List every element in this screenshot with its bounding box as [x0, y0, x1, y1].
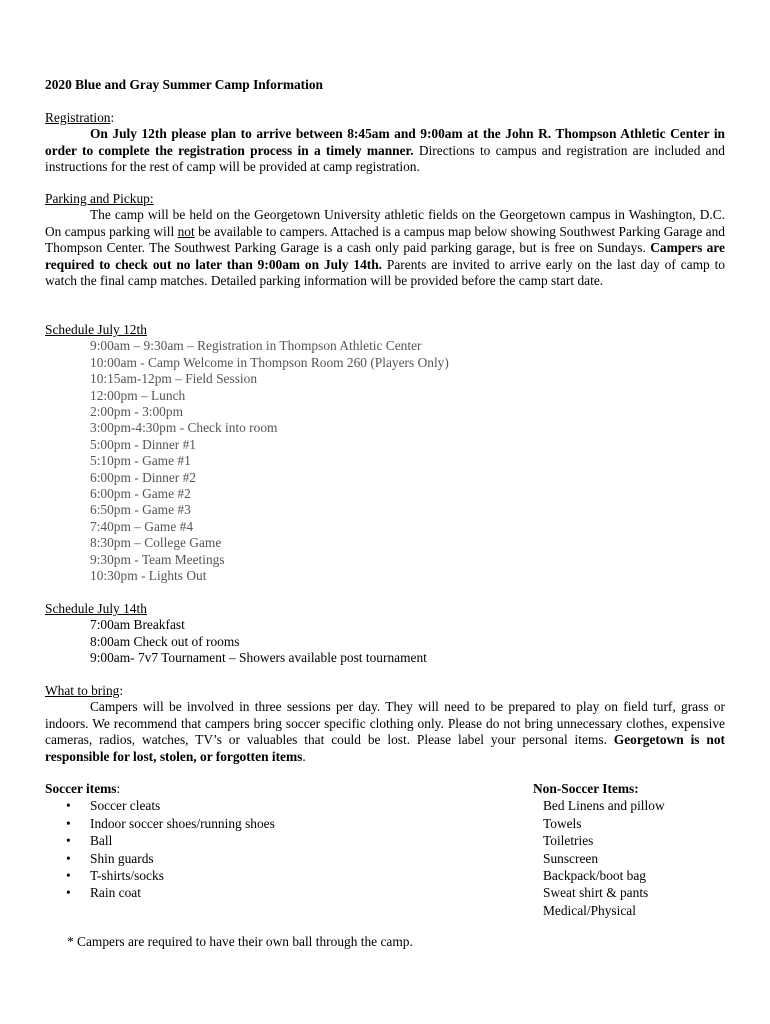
what-to-bring-text: Campers will be involved in three sessions per day. They will need to be prepared to play on field turf, grass or indoors. We recommend that campers bring soccer specific clothing only. Please do not bring unnecessary clothes, expensive cameras, radios, watches, TV’s or valuables that could be lost. Please label your personal items.: [45, 699, 725, 748]
registration-bold-text: On July 12th please plan to arrive between 8:45am and 9:00am at the John R. Thompson Athletic Center in order to complete the registration process in a timely manner.: [45, 126, 725, 158]
registration-heading-line: [45, 110, 725, 126]
what-to-bring-section: [45, 683, 725, 765]
schedule-item: 9:00am- 7v7 Tournament – Showers available post tournament: [90, 650, 427, 666]
bullet-icon: •: [66, 815, 71, 831]
list-item-label: T-shirts/socks: [90, 868, 164, 884]
list-item: [45, 832, 275, 849]
schedule-july-14-section: [45, 601, 725, 667]
schedule-item: 3:00pm-4:30pm - Check into room: [90, 420, 278, 436]
schedule-item: 5:00pm - Dinner #1: [90, 436, 196, 452]
schedule-item: 9:30pm - Team Meetings: [90, 551, 225, 567]
list-item-label: Shin guards: [90, 850, 154, 866]
parking-paragraph: [45, 207, 725, 289]
registration-text: Directions to campus and registration are included and instructions for the rest of camp will be provided at camp registration.: [45, 142, 725, 175]
schedule-item: 8:30pm – College Game: [90, 535, 222, 551]
non-soccer-items-heading: Non-Soccer Items:: [533, 781, 639, 796]
what-to-bring-heading: What to bring: [45, 683, 120, 698]
ball-note: * Campers are required to have their own ball through the camp.: [67, 934, 413, 949]
schedule-july-12-heading: Schedule July 12th: [45, 322, 147, 337]
schedule-item: 7:00am Breakfast: [90, 617, 185, 633]
list-item: [45, 850, 275, 867]
list-item: Backpack/boot bag: [543, 868, 646, 884]
what-to-bring-heading-line: [45, 683, 725, 699]
schedule-item: 6:00pm - Game #2: [90, 486, 191, 502]
what-to-bring-bold-text: Georgetown is not responsible for lost, stolen, or forgotten items: [45, 732, 725, 764]
bullet-icon: •: [66, 850, 71, 866]
non-soccer-items-list: [533, 797, 665, 919]
list-item-label: Soccer cleats: [90, 798, 161, 814]
schedule-item: 8:00am Check out of rooms: [90, 633, 240, 649]
list-item: Toiletries: [543, 833, 594, 849]
parking-underlined-word: not: [177, 223, 195, 239]
parking-bold-text: Campers are required to check out no later than 9:00am on July 14th.: [45, 240, 725, 272]
registration-colon: :: [110, 110, 115, 125]
bullet-icon: •: [66, 833, 71, 849]
list-item: Towels: [543, 815, 582, 831]
what-to-bring-paragraph: [45, 699, 725, 765]
list-item: [45, 884, 275, 901]
list-item: Medical/Physical: [543, 902, 636, 918]
list-item: Sunscreen: [543, 850, 599, 866]
what-to-bring-colon: :: [119, 683, 124, 698]
list-item: Sweat shirt & pants: [543, 885, 649, 901]
list-item-label: Indoor soccer shoes/running shoes: [90, 815, 275, 831]
bullet-icon: •: [66, 798, 71, 814]
list-item: [45, 867, 275, 884]
schedule-item: 9:00am – 9:30am – Registration in Thompson Athletic Center: [90, 338, 422, 354]
list-item-label: Ball: [90, 833, 113, 849]
non-soccer-items-section: [533, 781, 665, 919]
bullet-icon: •: [66, 868, 71, 884]
parking-section: [45, 191, 725, 289]
schedule-july-14-heading: Schedule July 14th: [45, 601, 147, 616]
soccer-items-heading: Soccer items: [45, 781, 117, 796]
schedule-item: 10:30pm - Lights Out: [90, 568, 207, 584]
soccer-items-heading-line: [45, 781, 275, 797]
registration-section: [45, 110, 725, 176]
bullet-icon: •: [66, 885, 71, 901]
schedule-item: 10:00am - Camp Welcome in Thompson Room 260 (Players Only): [90, 354, 449, 370]
parking-text-2: be available to campers. Attached is a campus map below showing Southwest Parking Garage and Thompson Center. The Southwest Parking Garage is a cash only paid parking garage, but is free on Sundays.: [45, 223, 725, 256]
schedule-july-12-list: [45, 338, 725, 584]
soccer-items-colon: :: [116, 781, 121, 796]
parking-text-1: The camp will be held on the Georgetown University athletic fields on the Georgetown campus in Washington, D.C. On campus parking will: [45, 207, 725, 239]
schedule-item: 6:50pm - Game #3: [90, 502, 191, 518]
document-title: 2020 Blue and Gray Summer Camp Information: [45, 77, 323, 92]
what-to-bring-end: .: [302, 748, 306, 764]
list-item: [45, 797, 275, 814]
parking-heading: Parking and Pickup:: [45, 191, 154, 206]
schedule-item: 12:00pm – Lunch: [90, 387, 186, 403]
schedule-item: 10:15am-12pm – Field Session: [90, 371, 258, 387]
soccer-items-list: [45, 797, 275, 901]
list-item-label: Rain coat: [90, 885, 141, 901]
list-item: [45, 815, 275, 832]
schedule-item: 6:00pm - Dinner #2: [90, 469, 196, 485]
schedule-item: 5:10pm - Game #1: [90, 453, 191, 469]
schedule-item: 7:40pm – Game #4: [90, 518, 194, 534]
registration-heading: Registration: [45, 110, 111, 125]
list-item: Bed Linens and pillow: [543, 798, 665, 814]
schedule-july-12-section: [45, 322, 725, 585]
registration-paragraph: [45, 126, 725, 175]
parking-text-3: Parents are invited to arrive early on the last day of camp to watch the final camp matches. Detailed parking information will be provided before the camp start date.: [45, 256, 725, 289]
soccer-items-section: [45, 781, 275, 902]
schedule-item: 2:00pm - 3:00pm: [90, 404, 183, 420]
schedule-july-14-list: [45, 617, 725, 666]
